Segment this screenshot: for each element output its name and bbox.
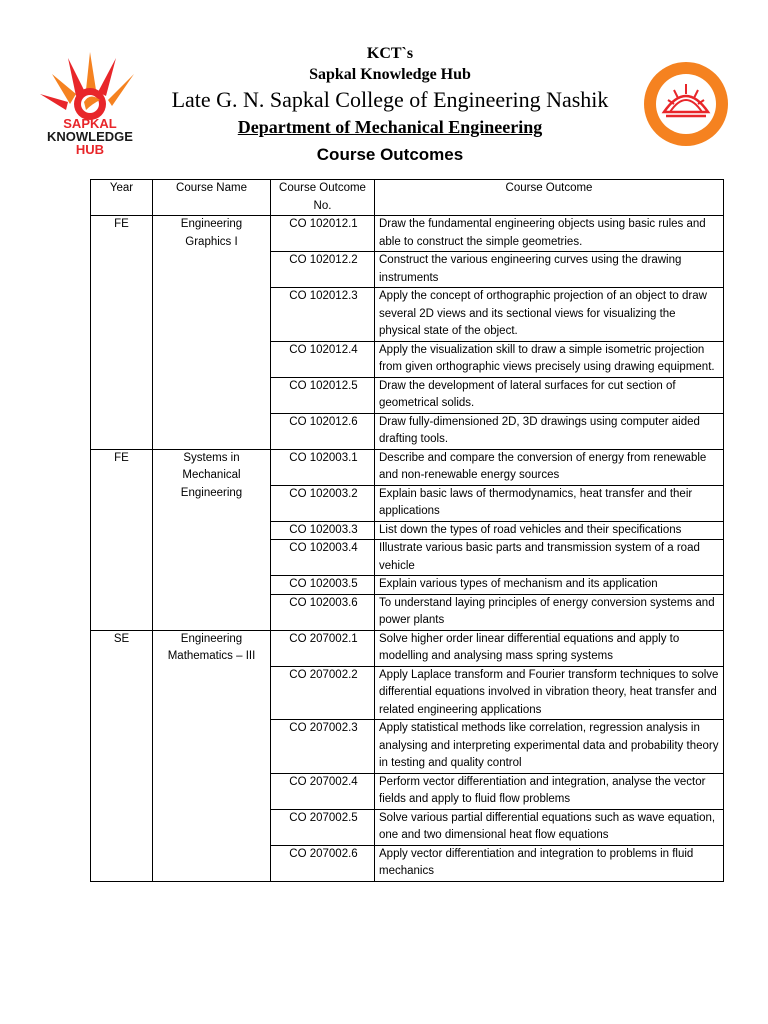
outcome-no-cell: CO 102003.3 bbox=[271, 521, 375, 540]
year-cell: SE bbox=[91, 630, 153, 881]
outcome-no-cell: CO 207002.2 bbox=[271, 666, 375, 720]
outcome-no-cell: CO 102012.1 bbox=[271, 216, 375, 252]
outcome-text-cell: Apply statistical methods like correlation, regression analysis in analysing and interpreting experimental data and probability theory in testing and quality control bbox=[375, 720, 724, 774]
outcome-no-cell: CO 207002.5 bbox=[271, 809, 375, 845]
sun-rays-icon bbox=[40, 52, 134, 120]
outcome-text-cell: Describe and compare the conversion of energy from renewable and non-renewable energy sources bbox=[375, 449, 724, 485]
table-row bbox=[91, 449, 724, 485]
course-outcomes-table bbox=[90, 179, 724, 882]
header-course-name: Course Name bbox=[153, 180, 271, 216]
outcome-text-cell: List down the types of road vehicles and their specifications bbox=[375, 521, 724, 540]
outcome-text-cell: Explain basic laws of thermodynamics, heat transfer and their applications bbox=[375, 485, 724, 521]
outcome-text-cell: Construct the various engineering curves using the drawing instruments bbox=[375, 252, 724, 288]
outcome-no-cell: CO 102003.1 bbox=[271, 449, 375, 485]
outcome-text-cell: To understand laying principles of energy conversion systems and power plants bbox=[375, 594, 724, 630]
sapkal-knowledge-hub-logo bbox=[30, 44, 150, 160]
outcome-no-cell: CO 207002.1 bbox=[271, 630, 375, 666]
outcome-no-cell: CO 207002.4 bbox=[271, 773, 375, 809]
year-cell: FE bbox=[91, 216, 153, 450]
outcome-text-cell: Perform vector differentiation and integration, analyse the vector fields and apply to fluid flow problems bbox=[375, 773, 724, 809]
table-header-row bbox=[91, 180, 724, 216]
outcome-text-cell: Draw fully-dimensioned 2D, 3D drawings using computer aided drafting tools. bbox=[375, 413, 724, 449]
logo-text-line3: HUB bbox=[75, 142, 105, 157]
header-year: Year bbox=[91, 180, 153, 216]
outcome-no-cell: CO 102012.6 bbox=[271, 413, 375, 449]
page-title: Course Outcomes bbox=[316, 145, 464, 164]
outcome-no-cell: CO 102003.2 bbox=[271, 485, 375, 521]
outcome-text-cell: Solve higher order linear differential equations and apply to modelling and analysing mass spring systems bbox=[375, 630, 724, 666]
header-course-outcome-no: Course Outcome No. bbox=[271, 180, 375, 216]
college-seal-logo bbox=[642, 60, 730, 148]
outcome-text-cell: Solve various partial differential equations such as wave equation, one and two dimensional heat flow equations bbox=[375, 809, 724, 845]
outcome-text-cell: Explain various types of mechanism and its application bbox=[375, 576, 724, 595]
outcome-no-cell: CO 102012.2 bbox=[271, 252, 375, 288]
table-row bbox=[91, 630, 724, 666]
outcome-text-cell: Apply the visualization skill to draw a simple isometric projection from given orthographic views precisely using drawing equipment. bbox=[375, 341, 724, 377]
outcome-no-cell: CO 207002.3 bbox=[271, 720, 375, 774]
outcome-text-cell: Draw the fundamental engineering objects using basic rules and able to construct the simple geometries. bbox=[375, 216, 724, 252]
hub-name: Sapkal Knowledge Hub bbox=[309, 66, 471, 83]
outcome-text-cell: Illustrate various basic parts and transmission system of a road vehicle bbox=[375, 540, 724, 576]
outcome-text-cell: Apply Laplace transform and Fourier transform techniques to solve differential equations involved in vibration theory, heat transfer and related engineering applications bbox=[375, 666, 724, 720]
outcome-no-cell: CO 102012.3 bbox=[271, 288, 375, 342]
outcome-no-cell: CO 102003.5 bbox=[271, 576, 375, 595]
course-name-cell: Engineering Mathematics – III bbox=[153, 630, 271, 881]
course-name-cell: Engineering Graphics I bbox=[153, 216, 271, 450]
outcome-no-cell: CO 207002.6 bbox=[271, 845, 375, 881]
logo-text-line1: SAPKAL bbox=[63, 116, 117, 131]
outcome-no-cell: CO 102012.5 bbox=[271, 377, 375, 413]
outcome-text-cell: Apply the concept of orthographic projection of an object to draw several 2D views and its sectional views for visualizing the physical state of the object. bbox=[375, 288, 724, 342]
logo-text-line2: KNOWLEDGE bbox=[47, 129, 133, 144]
outcome-text-cell: Apply vector differentiation and integration to problems in fluid mechanics bbox=[375, 845, 724, 881]
document-header bbox=[140, 44, 640, 168]
kct-label: KCT`s bbox=[366, 45, 414, 62]
outcome-no-cell: CO 102012.4 bbox=[271, 341, 375, 377]
college-name: Late G. N. Sapkal College of Engineering Nashik bbox=[171, 87, 609, 112]
outcome-no-cell: CO 102003.4 bbox=[271, 540, 375, 576]
year-cell: FE bbox=[91, 449, 153, 630]
department-name: Department of Mechanical Engineering bbox=[237, 117, 543, 137]
course-name-cell: Systems in Mechanical Engineering bbox=[153, 449, 271, 630]
table-row bbox=[91, 216, 724, 252]
outcome-text-cell: Draw the development of lateral surfaces for cut section of geometrical solids. bbox=[375, 377, 724, 413]
header-course-outcome: Course Outcome bbox=[375, 180, 724, 216]
outcome-no-cell: CO 102003.6 bbox=[271, 594, 375, 630]
